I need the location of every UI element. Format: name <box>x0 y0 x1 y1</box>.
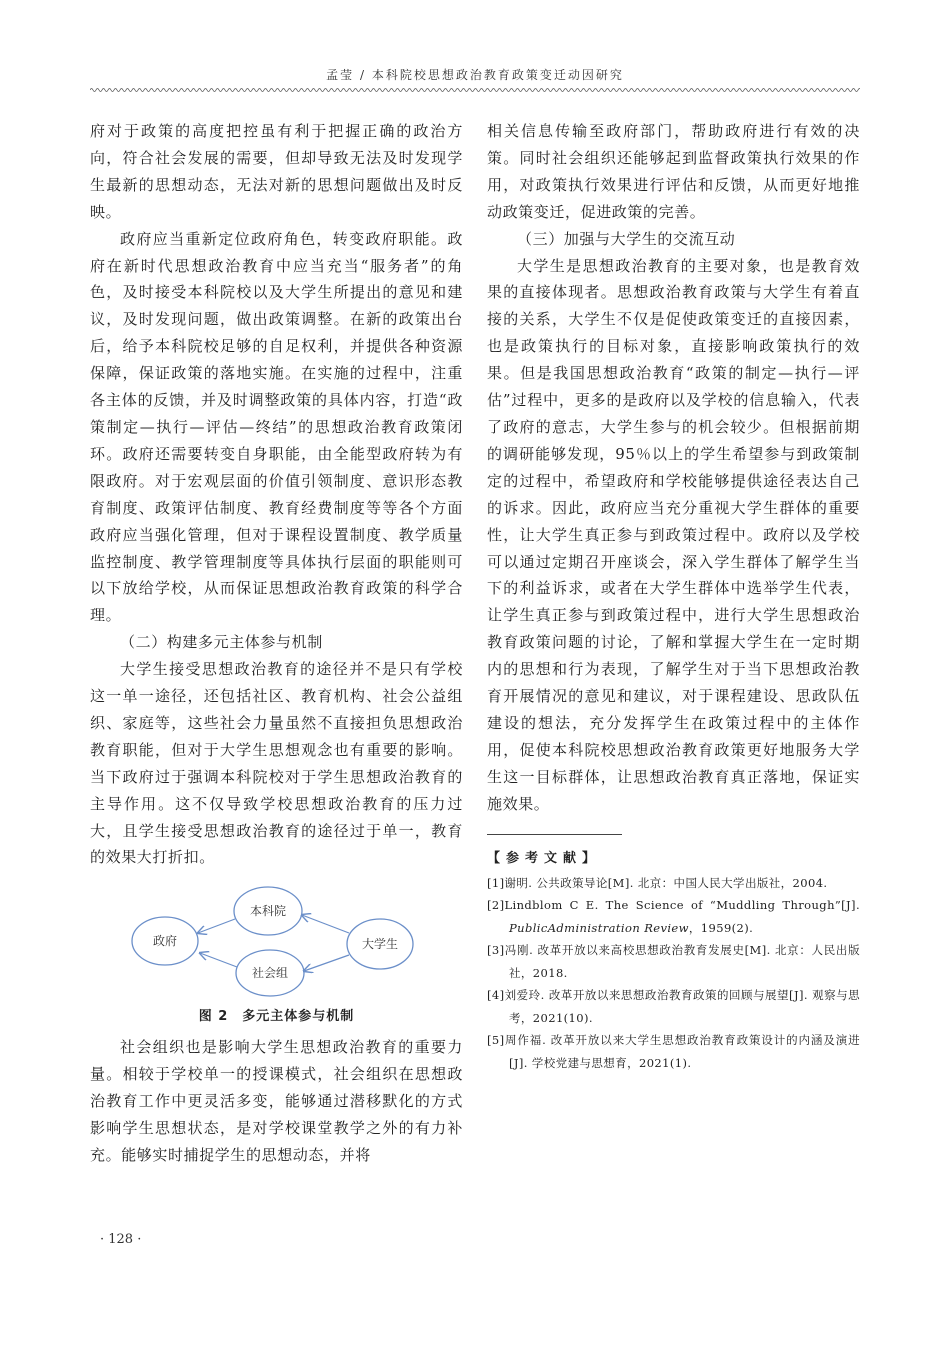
reference-text: ，1959(2). <box>688 920 754 935</box>
reference-item: [4]刘爱玲. 改革开放以来思想政治教育政策的回顾与展望[J]. 观察与思考，2021(10). <box>487 988 860 1025</box>
page-number: · 128 · <box>100 1232 142 1247</box>
reference-item: [1]谢明. 公共政策导论[M]. 北京：中国人民大学出版社，2004. <box>487 875 828 890</box>
paragraph: 大学生是思想政治教育的主要对象，也是教育效果的直接体现者。思想政治教育政策与大学生有着直接的关系，大学生不仅是促使政策变迁的直接因素，也是政策执行的目标对象，直接影响政策执行的效果。但是我国思想政治教育“政策的制定—执行—评估”过程中，更多的是政府以及学校的信息输入，代表了政府的意志，大学生参与的机会较少。但根据前期的调研能够发现，95％以上的学生希望参与到政策制定的过程中，希望政府和学校能够提供途径表达自己的诉求。因此，政府应当充分重视大学生群体的重要性，让大学生真正参与到政策过程中。政府以及学校可以通过定期召开座谈会，深入学生群体了解学生当下的利益诉求，或者在大学生群体中选举学生代表，让学生真正参与到政策过程中，进行大学生思想政治教育政策问题的讨论，了解和掌握大学生在一定时期内的思想和行为表现，了解学生对于当下思想政治教育开展情况的意见和建议，对于课程建设、思政队伍建设的想法，充分发挥学生在政策过程中的主体作用，促使本科院校思想政治教育政策更好地服务大学生这一目标群体，让思想政治教育真正落地，保证实施效果。 <box>487 256 860 813</box>
paragraph: 府对于政策的高度把控虽有利于把握正确的政治方向，符合社会发展的需要，但却导致无法及时发现学生最新的思想动态，无法对新的思想问题做出及时反映。 <box>90 122 463 221</box>
reference-item <box>487 894 860 939</box>
paragraph: 相关信息传输至政府部门，帮助政府进行有效的决策。同时社会组织还能够起到监督政策执行效果的作用，对政策执行效果进行评估和反馈，从而更好地推动政策变迁，促进政策的完善。 <box>487 122 860 221</box>
references-divider <box>487 834 622 835</box>
paragraph: 社会组织也是影响大学生思想政治教育的重要力量。相较于学校单一的授课模式，社会组织在思想政治教育工作中更灵活多变，能够通过潜移默化的方式影响学生思想状态，是对学校课堂教学之外的有力补充。能够实时捕捉学生的思想动态，并将 <box>90 1038 463 1164</box>
section-heading: （二）构建多元主体参与机制 <box>120 633 323 652</box>
left-column <box>90 118 463 1169</box>
node-label-social: 社会组 <box>251 966 289 981</box>
paragraph: 政府应当重新定位政府角色，转变政府职能。政府在新时代思想政治教育中应当充当“服务者”的角色，及时接受本科院校以及大学生所提出的意见和建议，及时发现问题，做出政策调整。在新的政策出台后，给予本科院校足够的自足权利，并提供各种资源保障，保证政策的落地实施。在实施的过程中，注重各主体的反馈，并及时调整政策的具体内容，打造“政策制定—执行—评估—终结”的思想政治教育政策闭环。政府还需要转变自身职能，由全能型政府转为有限政府。对于宏观层面的价值引领制度、意识形态教育制度、政策评估制度、教育经费制度等等各个方面政府应当强化管理，但对于课程设置制度、教学质量监控制度、教学管理制度等具体执行层面的职能则可以下放给学校，从而保证思想政治教育政策的科学合理。 <box>90 229 463 625</box>
arrow-student-to-social <box>304 955 349 971</box>
reference-text: [2]Lindblom C E. The Science of “Muddling Through”[J]. <box>487 898 860 913</box>
reference-item: [3]冯刚. 改革开放以来高校思想政治教育发展史[M]. 北京：人民出版社，2018. <box>487 943 860 980</box>
header-wavy-rule <box>90 86 860 94</box>
running-header: 孟莹 / 本科院校思想政治教育政策变迁动因研究 <box>326 68 624 82</box>
node-label-univ: 本科院 <box>249 904 287 919</box>
section-heading: （三）加强与大学生的交流互动 <box>517 229 736 248</box>
arrow-social-to-gov <box>200 953 237 967</box>
figure-diagram <box>90 881 463 999</box>
reference-item: [5]周作福. 改革开放以来大学生思想政治教育政策设计的内涵及演进[J]. 学校党建与思想育，2021(1). <box>487 1033 860 1070</box>
arrow-student-to-univ <box>302 915 349 933</box>
figure-caption: 图 2 多元主体参与机制 <box>198 1009 355 1025</box>
arrow-univ-to-gov <box>198 919 235 933</box>
node-label-student: 大学生 <box>361 937 399 952</box>
paragraph: 大学生接受思想政治教育的途径并不是只有学校这一单一途径，还包括社区、教育机构、社会公益组织、家庭等，这些社会力量虽然不直接担负思想政治教育职能，但对于大学生思想观念也有重要的影响。当下政府过于强调本科院校对于学生思想政治教育的主导作用。这不仅导致学校思想政治教育的压力过大，且学生接受思想政治教育的途径过于单一，教育的效果大打折扣。 <box>90 660 463 867</box>
journal-title: PublicAdministration Review <box>509 920 689 935</box>
right-column <box>487 118 860 1074</box>
references-title: 【参考文献】 <box>487 850 602 866</box>
node-label-gov: 政府 <box>152 934 178 949</box>
